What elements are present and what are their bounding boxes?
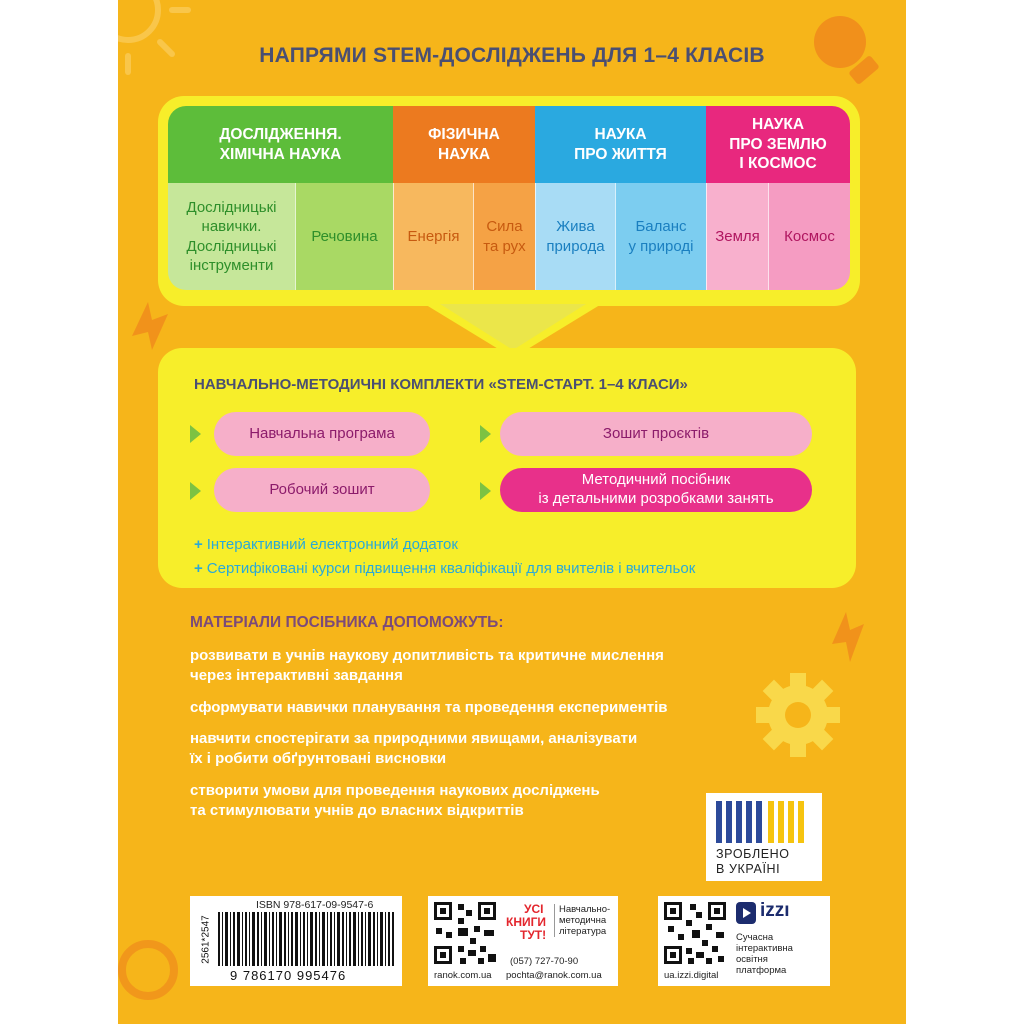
isbn-label: ISBN 978-617-09-9547-6 xyxy=(256,899,374,911)
slogan-line3: ТУТ! xyxy=(520,928,547,942)
izzi-brand: izzı xyxy=(760,900,790,921)
ukraine-flag-stripes-icon xyxy=(716,801,812,843)
materials-item: навчити спостерігати за природними явищами, аналізувати їх і робити обґрунтовані висновки xyxy=(190,730,638,767)
header-research-chemistry xyxy=(168,106,393,183)
slogan-line1: УСІ xyxy=(524,902,544,916)
extra-certified-courses xyxy=(194,560,695,577)
sub-label: Дослідницькі навички. Дослідницькі інструменти xyxy=(186,198,277,274)
plus-icon: + xyxy=(194,560,203,577)
header-label: ФІЗИЧНА НАУКА xyxy=(428,126,500,163)
kit-curriculum xyxy=(214,412,430,456)
izzi-site: ua.izzi.digital xyxy=(664,970,719,981)
sub-earth xyxy=(706,183,768,290)
gear-icon xyxy=(748,665,848,765)
page-title: НАПРЯМИ STEM-ДОСЛІДЖЕНЬ ДЛЯ 1–4 КЛАСІВ xyxy=(259,44,765,67)
kits-panel xyxy=(158,348,856,588)
magnifier-icon xyxy=(118,930,198,1024)
ranok-box xyxy=(428,896,618,986)
barcode-icon xyxy=(218,912,396,966)
kit-workbook xyxy=(214,468,430,512)
izzi-box xyxy=(658,896,830,986)
kit-project-notebook xyxy=(500,412,812,456)
header-life-science xyxy=(535,106,706,183)
sub-label: Земля xyxy=(715,227,760,245)
barcode-side-code: 2561*2547 xyxy=(200,915,212,964)
sub-research-skills xyxy=(168,183,295,290)
bullet-triangle-icon xyxy=(480,482,491,500)
made-in-ukraine-badge xyxy=(706,793,822,881)
sub-label: Речовина xyxy=(311,227,378,245)
stem-directions-table-frame xyxy=(158,96,860,306)
book-back-cover xyxy=(118,0,906,1024)
sub-space xyxy=(768,183,850,290)
sub-label: Енергія xyxy=(407,227,460,245)
materials-item: сформувати навички планування та проведення експериментів xyxy=(190,699,668,716)
izzi-description: Сучасна інтерактивна освітня платформа xyxy=(736,932,793,976)
kits-title: НАВЧАЛЬНО-МЕТОДИЧНІ КОМПЛЕКТИ «STEM-СТАРТ. 1–4 КЛАСИ» xyxy=(194,376,688,393)
barcode-digits: 9 786170 995476 xyxy=(230,968,347,983)
kit-label: Робочий зошит xyxy=(269,480,375,498)
header-physical-science xyxy=(393,106,535,183)
sub-label: Жива природа xyxy=(546,218,605,255)
ranok-phone: (057) 727-70-90 xyxy=(510,956,579,967)
badge-line2: В УКРАЇНІ xyxy=(716,862,781,876)
barcode-box xyxy=(190,896,402,986)
kit-label: Методичний посібник із детальними розробками занять xyxy=(538,471,774,507)
materials-item: створити умови для проведення наукових досліджень та стимулювати учнів до власних відкриттів xyxy=(190,782,600,819)
stem-directions-table xyxy=(168,106,850,290)
sub-substance xyxy=(295,183,393,290)
izzi-logo-icon xyxy=(736,902,756,924)
kit-label: Зошит проєктів xyxy=(602,424,710,442)
sub-label: Сила та рух xyxy=(483,218,526,255)
sub-label: Космос xyxy=(784,227,835,245)
header-label: ДОСЛІДЖЕННЯ. ХІМІЧНА НАУКА xyxy=(219,126,342,163)
ranok-description: Навчально- методична література xyxy=(554,904,610,937)
badge-line1: ЗРОБЛЕНО xyxy=(716,847,790,861)
materials-item: розвивати в учнів наукову допитливість та критичне мислення через інтерактивні завдання xyxy=(190,647,664,684)
bullet-triangle-icon xyxy=(190,425,201,443)
sub-energy xyxy=(393,183,473,290)
sub-label: Баланс у природі xyxy=(628,218,694,255)
header-label: НАУКА ПРО ЗЕМЛЮ І КОСМОС xyxy=(729,116,827,173)
lightning-icon xyxy=(824,608,874,668)
ranok-site: ranok.com.ua xyxy=(434,970,492,981)
qr-code-icon xyxy=(434,902,496,964)
kit-methodical-guide xyxy=(500,468,812,512)
header-earth-space xyxy=(706,106,850,183)
sub-force-motion xyxy=(473,183,535,290)
header-label: НАУКА ПРО ЖИТТЯ xyxy=(574,126,667,163)
extra-label: Сертифіковані курси підвищення кваліфікації для вчителів і вчительок xyxy=(206,560,696,577)
slogan-line2: КНИГИ xyxy=(506,915,547,929)
materials-title: МАТЕРІАЛИ ПОСІБНИКА ДОПОМОЖУТЬ: xyxy=(190,614,504,631)
extra-interactive-app xyxy=(194,536,458,553)
lightning-icon xyxy=(122,296,182,356)
kit-label: Навчальна програма xyxy=(249,424,395,442)
bullet-triangle-icon xyxy=(480,425,491,443)
extra-label: Інтерактивний електронний додаток xyxy=(206,536,458,553)
sub-nature-balance xyxy=(615,183,706,290)
plus-icon: + xyxy=(194,536,203,553)
ranok-email: pochta@ranok.com.ua xyxy=(506,970,602,981)
qr-code-icon xyxy=(664,902,726,964)
sub-living-nature xyxy=(535,183,615,290)
bullet-triangle-icon xyxy=(190,482,201,500)
